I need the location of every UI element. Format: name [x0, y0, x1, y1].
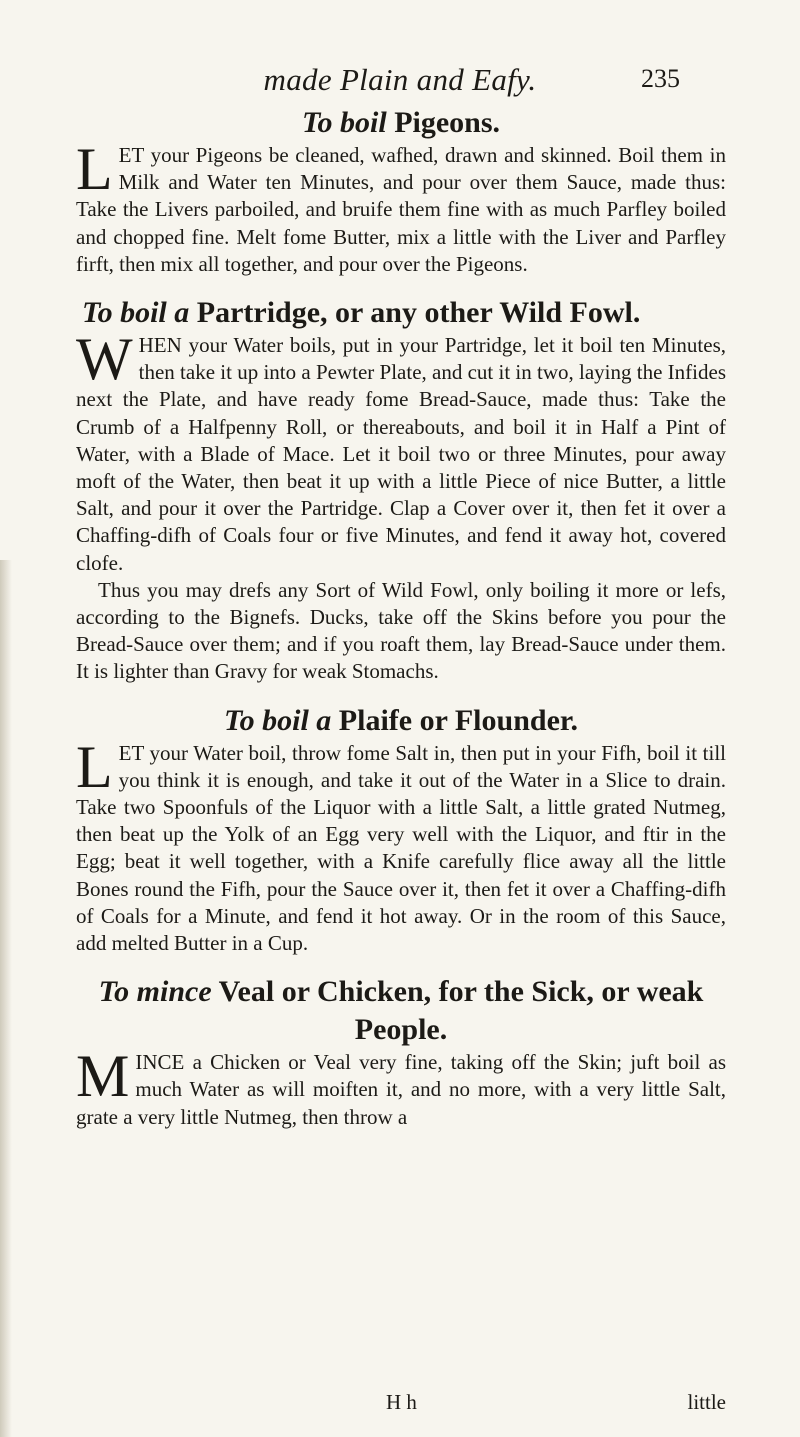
signature-mark: H h — [386, 1390, 417, 1414]
paragraph-text: ET your Water boil, throw fome Salt in, then put in your Fifh, boil it till you think it is enough, and take it out of the Water in a Slice to drain. Take two Spoonfuls of the Liquor with a little Salt, a little grated Nutmeg, then beat up the Yolk of an Egg very well with the Liquor, and ftir in the Egg; beat it well together, with a Knife carefully flice away all the little Bones round the Fifh, pour the Sauce over it, then fet it over a Chaffing-difh of Coals for a Minute, and fend it hot away. Or in the room of this Sauce, add melted Butter in a Cup. — [76, 740, 726, 956]
paragraph-text: Thus you may drefs any Sort of Wild Fowl, only boiling it more or lefs, according to the Bignefs. Ducks, take off the Skins before you pour the Bread-Sauce over them; and if you roaft them, lay Bread-Sauce under them. It is lighter than Gravy for weak Stomachs. — [76, 577, 726, 684]
recipe-title-italic: To boil a — [82, 296, 190, 330]
recipe-title-rest: Plaife or Flounder. — [331, 703, 578, 737]
recipe-paragraph — [76, 326, 726, 577]
catchword: little — [687, 1390, 726, 1414]
drop-cap: M — [76, 1043, 130, 1110]
recipe-title-italic: To boil a — [224, 703, 332, 737]
paragraph-text: HEN your Water boils, put in your Partridge, let it boil ten Minutes, then take it up into a Pewter Plate, and cut it in two, laying the Infides next the Plate, and have ready fome Bread-Sauce, made thus: Take the Crumb of a Halfpenny Roll, or thereabouts, and boil it in Half a Pint of Water, with a Blade of Mace. Let it boil two or three Minutes, pour away moft of the Water, then beat it up with a little Piece of nice Butter, a little Salt, and pour it over the Partridge. Clap a Cover over it, then fet it over a Chaffing-difh of Coals four or five Minutes, and fend it away hot, covered clofe. — [76, 333, 726, 575]
recipe-paragraph — [76, 577, 726, 686]
recipe-paragraph — [76, 733, 726, 958]
recipe-title-rest: Pigeons. — [386, 106, 501, 139]
recipe-boil-pigeons — [76, 104, 726, 278]
recipe-mince-veal — [76, 973, 726, 1131]
drop-cap: L — [76, 733, 113, 800]
recipe-boil-plaise — [76, 702, 726, 958]
recipe-title-rest: Partridge, or any other Wild Fowl. — [189, 296, 641, 330]
paragraph-text: INCE a Chicken or Veal very fine, taking off the Skin; juft boil as much Water as will moiften it, and no more, with a very little Salt, grate a very little Nutmeg, then throw a — [76, 1050, 726, 1129]
page-footer — [76, 1390, 726, 1420]
recipe-title — [76, 973, 726, 1049]
page-header — [120, 62, 680, 102]
page-edge-shadow — [0, 560, 12, 1437]
recipe-title — [76, 702, 726, 740]
page-number: 235 — [641, 64, 680, 93]
drop-cap: L — [76, 136, 113, 202]
paragraph-text: ET your Pigeons be cleaned, wafhed, drawn and skinned. Boil them in Milk and Water ten Minutes, and pour over them Sauce, made thus: Take the Livers parboiled, and bruife them fine with as much Parfley boiled and chopped fine. Melt fome Butter, mix a little with the Liver and Parfley firft, then mix all together, and pour over the Pigeons. — [76, 143, 726, 276]
recipe-title-italic: To mince — [98, 975, 212, 1009]
recipe-title-rest: Veal or Chicken, for the Sick, or weak People. — [211, 975, 704, 1047]
recipe-paragraph — [76, 136, 726, 278]
page-body — [76, 104, 726, 1147]
running-title: made Plain and Eafy. — [263, 62, 537, 97]
recipe-title-italic: To boil — [301, 106, 387, 139]
recipe-boil-partridge — [76, 294, 726, 686]
recipe-paragraph — [76, 1043, 726, 1131]
recipe-title — [76, 294, 726, 332]
recipe-title — [76, 104, 726, 142]
drop-cap: W — [76, 326, 133, 393]
